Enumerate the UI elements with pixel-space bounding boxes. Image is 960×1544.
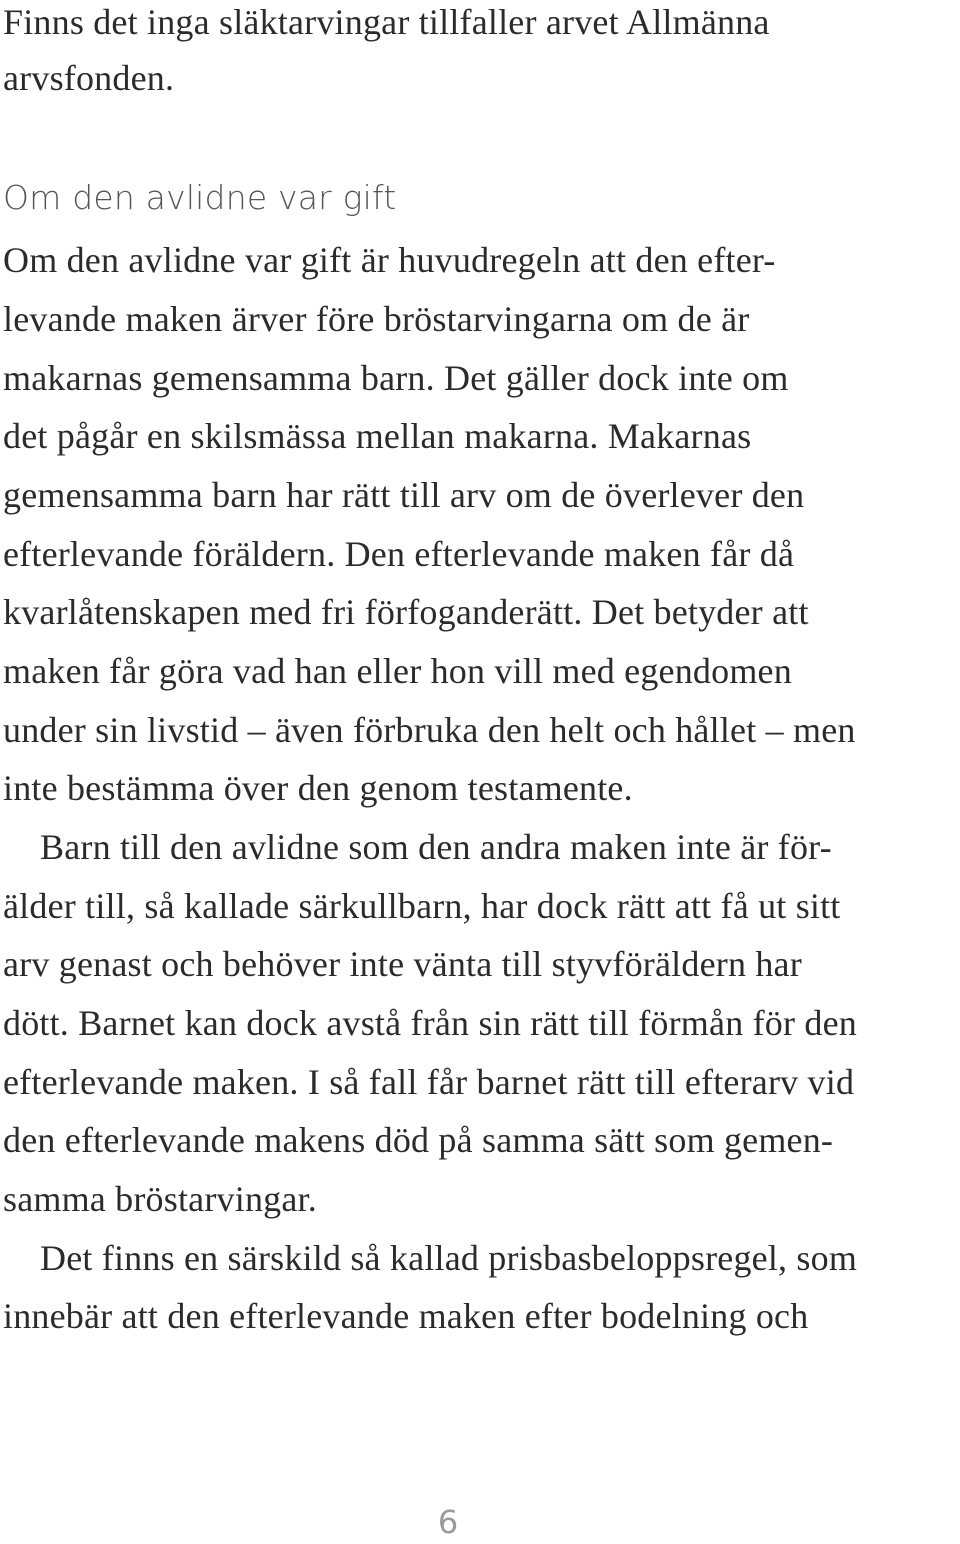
section-heading: Om den avlidne var gift	[3, 178, 397, 217]
text-line: Finns det inga släktarvingar tillfaller arvet Allmänna	[3, 2, 770, 42]
text-line: dött. Barnet kan dock avstå från sin rätt till förmån för den	[3, 1003, 857, 1043]
text-line: efterlevande maken. I så fall får barnet rätt till efterarv vid	[3, 1062, 855, 1102]
text-line: älder till, så kallade särkullbarn, har dock rätt att få ut sitt	[3, 886, 841, 926]
text-line: Om den avlidne var gift är huvudregeln att den efter-	[3, 240, 776, 280]
text-line: levande maken ärver före bröstarvingarna om de är	[3, 299, 750, 339]
text-line: makarnas gemensamma barn. Det gäller dock inte om	[3, 358, 789, 398]
text-line: det pågår en skilsmässa mellan makarna. Makarnas	[3, 416, 752, 456]
text-line: inte bestämma över den genom testamente.	[3, 768, 633, 808]
text-line: den efterlevande makens död på samma sätt som gemen-	[3, 1120, 834, 1160]
text-line: efterlevande föräldern. Den efterlevande maken får då	[3, 534, 795, 574]
text-line: arvsfonden.	[3, 58, 175, 98]
text-line: Barn till den avlidne som den andra maken inte är för-	[40, 827, 832, 867]
text-line: innebär att den efterlevande maken efter bodelning och	[3, 1296, 809, 1336]
page-number: 6	[437, 1503, 459, 1541]
text-line: samma bröstarvingar.	[3, 1179, 317, 1219]
text-line: Det finns en särskild så kallad prisbasbeloppsregel, som	[40, 1238, 858, 1278]
text-line: arv genast och behöver inte vänta till styvföräldern har	[3, 944, 802, 984]
text-line: kvarlåtenskapen med fri förfoganderätt. Det betyder att	[3, 592, 809, 632]
text-line: under sin livstid – även förbruka den helt och hållet – men	[3, 710, 856, 750]
text-line: maken får göra vad han eller hon vill med egendomen	[3, 651, 792, 691]
text-line: gemensamma barn har rätt till arv om de överlever den	[3, 475, 805, 515]
